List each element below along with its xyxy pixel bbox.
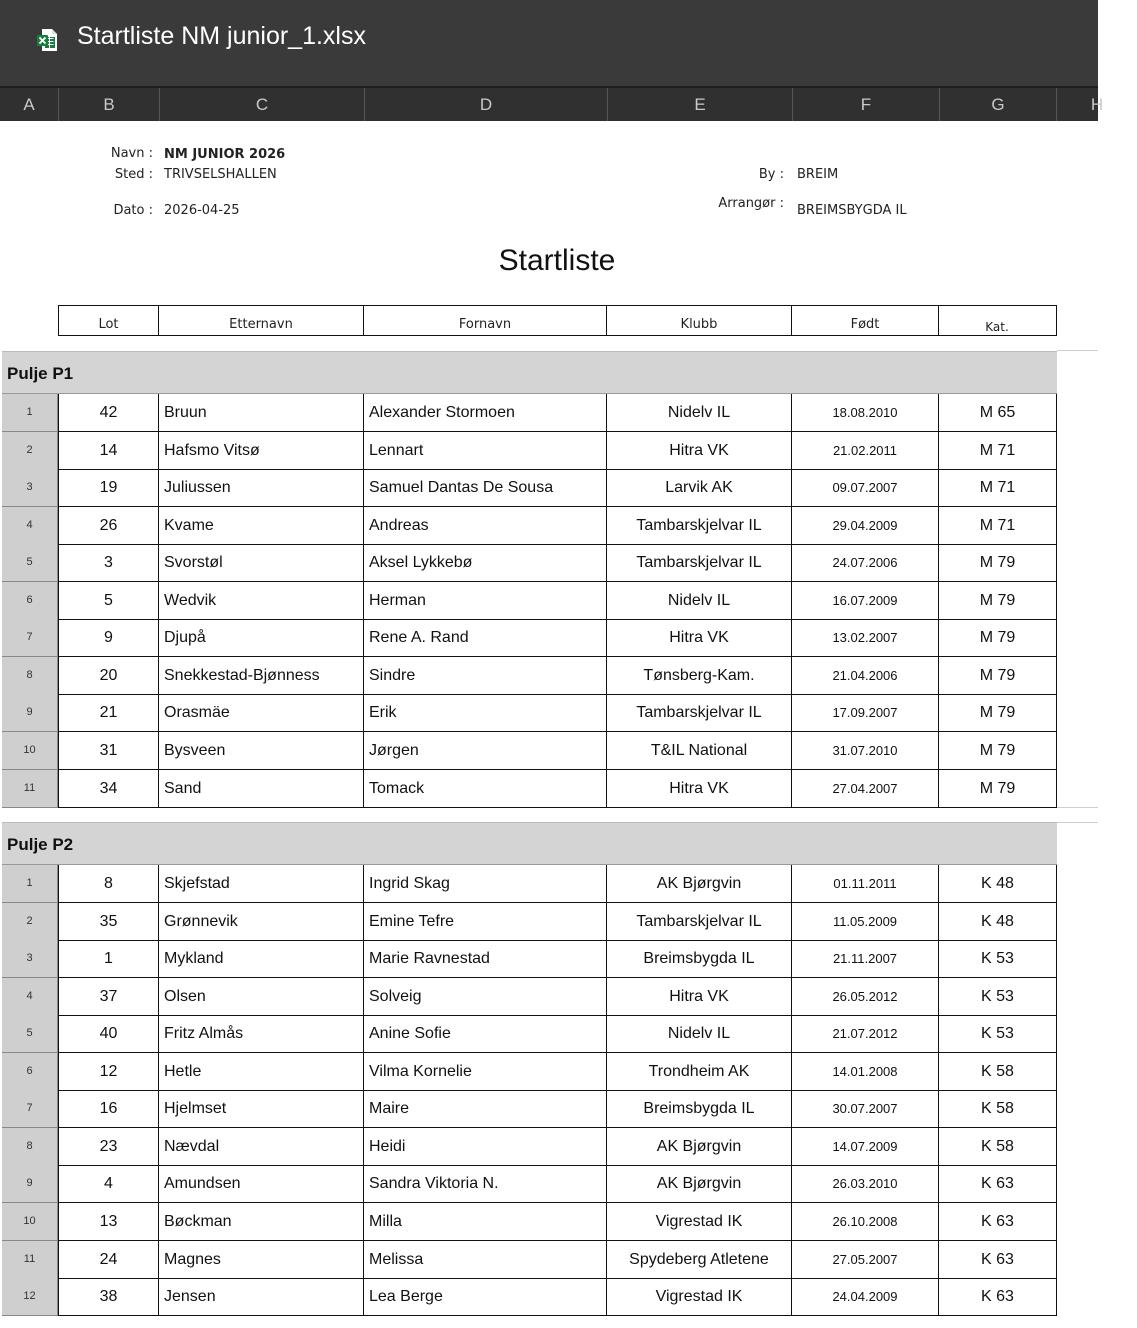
cell-fodt[interactable]: 26.05.2012 <box>792 978 939 1016</box>
pool-title: Pulje P1 <box>7 364 74 383</box>
cell-klubb[interactable]: Vigrestad IK <box>607 1278 792 1316</box>
column-header-f[interactable]: F <box>793 88 940 121</box>
row-index[interactable]: 8 <box>2 1128 58 1166</box>
col-header-lot[interactable]: Lot <box>59 306 159 335</box>
cell-lot[interactable]: 13 <box>58 1203 159 1241</box>
cell-etternavn[interactable]: Snekkestad-Bjønness <box>159 657 364 695</box>
cell-etternavn[interactable]: Mykland <box>159 940 364 978</box>
col-header-fodt[interactable]: Født <box>792 306 939 335</box>
row-index[interactable]: 5 <box>2 1015 58 1053</box>
cell-etternavn[interactable]: Jensen <box>159 1278 364 1316</box>
row-index[interactable]: 3 <box>2 940 58 978</box>
cell-fornavn[interactable]: Ingrid Skag <box>364 865 607 903</box>
row-index[interactable]: 8 <box>2 657 58 695</box>
cell-fornavn[interactable]: Heidi <box>364 1128 607 1166</box>
cell-kat[interactable]: K 63 <box>939 1278 1057 1316</box>
table-row[interactable] <box>2 619 1057 657</box>
cell-etternavn[interactable]: Kvame <box>159 507 364 545</box>
cell-fornavn[interactable]: Sindre <box>364 657 607 695</box>
row-index[interactable]: 9 <box>2 1165 58 1203</box>
cell-klubb[interactable]: Spydeberg Atletene <box>607 1241 792 1279</box>
cell-klubb[interactable]: Tambarskjelvar IL <box>607 903 792 941</box>
cell-fodt[interactable]: 09.07.2007 <box>792 469 939 507</box>
column-header-e[interactable]: E <box>608 88 793 121</box>
by-value[interactable]: BREIM <box>797 167 839 182</box>
cell-lot[interactable]: 20 <box>58 657 159 695</box>
cell-fodt[interactable]: 13.02.2007 <box>792 619 939 657</box>
title-bar <box>0 0 1098 86</box>
navn-label: Navn : <box>110 146 153 161</box>
cell-fornavn[interactable]: Milla <box>364 1203 607 1241</box>
cell-lot[interactable]: 4 <box>58 1165 159 1203</box>
cell-fornavn[interactable]: Lea Berge <box>364 1278 607 1316</box>
navn-value[interactable]: NM JUNIOR 2026 <box>164 147 286 162</box>
cell-kat[interactable]: M 79 <box>939 582 1057 620</box>
cell-fornavn[interactable]: Emine Tefre <box>364 903 607 941</box>
cell-fodt[interactable]: 14.07.2009 <box>792 1128 939 1166</box>
cell-kat[interactable]: M 79 <box>939 619 1057 657</box>
pool-title: Pulje P2 <box>7 835 74 854</box>
dato-value[interactable]: 2026-04-25 <box>164 203 240 218</box>
cell-etternavn[interactable]: Bøckman <box>159 1203 364 1241</box>
cell-klubb[interactable]: Tambarskjelvar IL <box>607 544 792 582</box>
table-row[interactable] <box>2 507 1057 545</box>
cell-kat[interactable]: M 79 <box>939 770 1057 808</box>
table-row[interactable] <box>2 694 1057 732</box>
cell-lot[interactable]: 35 <box>58 903 159 941</box>
cell-fodt[interactable]: 14.01.2008 <box>792 1053 939 1091</box>
cell-fodt[interactable]: 29.04.2009 <box>792 507 939 545</box>
cell-fodt[interactable]: 26.03.2010 <box>792 1165 939 1203</box>
cell-kat[interactable]: K 48 <box>939 865 1057 903</box>
column-header-bar <box>0 86 1104 121</box>
cell-fodt[interactable]: 11.05.2009 <box>792 903 939 941</box>
cell-fodt[interactable]: 24.07.2006 <box>792 544 939 582</box>
cell-fornavn[interactable]: Marie Ravnestad <box>364 940 607 978</box>
cell-etternavn[interactable]: Hafsmo Vitsø <box>159 432 364 470</box>
cell-klubb[interactable]: Breimsbygda IL <box>607 1090 792 1128</box>
cell-etternavn[interactable]: Grønnevik <box>159 903 364 941</box>
table-row[interactable] <box>2 903 1057 941</box>
cell-klubb[interactable]: T&IL National <box>607 732 792 770</box>
cell-etternavn[interactable]: Juliussen <box>159 469 364 507</box>
cell-fornavn[interactable]: Aksel Lykkebø <box>364 544 607 582</box>
cell-klubb[interactable]: Hitra VK <box>607 978 792 1016</box>
cell-klubb[interactable]: Vigrestad IK <box>607 1203 792 1241</box>
cell-etternavn[interactable]: Magnes <box>159 1241 364 1279</box>
table-row[interactable] <box>2 1165 1057 1203</box>
cell-fornavn[interactable]: Solveig <box>364 978 607 1016</box>
cell-fornavn[interactable]: Herman <box>364 582 607 620</box>
cell-fodt[interactable]: 27.05.2007 <box>792 1241 939 1279</box>
row-index[interactable]: 6 <box>2 582 58 620</box>
row-index[interactable]: 7 <box>2 1090 58 1128</box>
sted-label: Sted : <box>114 167 153 182</box>
cell-lot[interactable]: 37 <box>58 978 159 1016</box>
cell-kat[interactable]: K 58 <box>939 1090 1057 1128</box>
cell-kat[interactable]: M 79 <box>939 732 1057 770</box>
cell-lot[interactable]: 3 <box>58 544 159 582</box>
cell-kat[interactable]: M 79 <box>939 694 1057 732</box>
cell-fodt[interactable]: 01.11.2011 <box>792 865 939 903</box>
table-row[interactable] <box>2 432 1057 470</box>
cell-fornavn[interactable]: Erik <box>364 694 607 732</box>
cell-lot[interactable]: 34 <box>58 770 159 808</box>
cell-fodt[interactable]: 27.04.2007 <box>792 770 939 808</box>
cell-klubb[interactable]: AK Bjørgvin <box>607 1165 792 1203</box>
excel-file-icon <box>36 28 58 52</box>
column-header-h[interactable]: H <box>1090 95 1104 114</box>
cell-fodt[interactable]: 18.08.2010 <box>792 394 939 432</box>
cell-lot[interactable]: 38 <box>58 1278 159 1316</box>
row-index[interactable]: 10 <box>2 732 58 770</box>
table-row[interactable] <box>2 940 1057 978</box>
cell-fodt[interactable]: 24.04.2009 <box>792 1278 939 1316</box>
cell-fornavn[interactable]: Tomack <box>364 770 607 808</box>
column-header-d[interactable]: D <box>365 88 608 121</box>
cell-fornavn[interactable]: Samuel Dantas De Sousa <box>364 469 607 507</box>
cell-etternavn[interactable]: Svorstøl <box>159 544 364 582</box>
row-index[interactable]: 4 <box>2 978 58 1016</box>
table-row[interactable] <box>2 978 1057 1016</box>
cell-kat[interactable]: K 53 <box>939 940 1057 978</box>
col-header-etternavn[interactable]: Etternavn <box>159 306 364 335</box>
row-index[interactable]: 2 <box>2 903 58 941</box>
row-index[interactable]: 6 <box>2 1053 58 1091</box>
table-row[interactable] <box>2 1128 1057 1166</box>
cell-fodt[interactable]: 21.11.2007 <box>792 940 939 978</box>
page-title: Startliste <box>498 244 616 277</box>
table-row[interactable] <box>2 770 1057 808</box>
cell-etternavn[interactable]: Orasmäe <box>159 694 364 732</box>
cell-fodt[interactable]: 16.07.2009 <box>792 582 939 620</box>
cell-fodt[interactable]: 30.07.2007 <box>792 1090 939 1128</box>
cell-etternavn[interactable]: Hjelmset <box>159 1090 364 1128</box>
cell-fornavn[interactable]: Lennart <box>364 432 607 470</box>
arrangor-value[interactable]: BREIMSBYGDA IL <box>797 203 907 218</box>
cell-fodt[interactable]: 31.07.2010 <box>792 732 939 770</box>
table-row[interactable] <box>2 1090 1057 1128</box>
cell-lot[interactable]: 12 <box>58 1053 159 1091</box>
cell-lot[interactable]: 8 <box>58 865 159 903</box>
table-header <box>58 305 1057 336</box>
cell-kat[interactable]: K 58 <box>939 1053 1057 1091</box>
file-title: Startliste NM junior_1.xlsx <box>77 22 366 50</box>
cell-klubb[interactable]: AK Bjørgvin <box>607 1128 792 1166</box>
cell-fodt[interactable]: 21.07.2012 <box>792 1015 939 1053</box>
cell-etternavn[interactable]: Skjefstad <box>159 865 364 903</box>
cell-etternavn[interactable]: Bruun <box>159 394 364 432</box>
column-header-g[interactable]: G <box>940 88 1057 121</box>
cell-klubb[interactable]: Trondheim AK <box>607 1053 792 1091</box>
table-row[interactable] <box>2 865 1057 903</box>
row-index[interactable]: 1 <box>2 394 58 432</box>
cell-klubb[interactable]: Hitra VK <box>607 619 792 657</box>
cell-klubb[interactable]: Hitra VK <box>607 432 792 470</box>
cell-kat[interactable]: M 71 <box>939 432 1057 470</box>
row-index[interactable]: 2 <box>2 432 58 470</box>
cell-lot[interactable]: 21 <box>58 694 159 732</box>
table-row[interactable] <box>2 582 1057 620</box>
col-header-klubb[interactable]: Klubb <box>607 306 792 335</box>
pool-header[interactable] <box>2 351 1057 394</box>
cell-fornavn[interactable]: Anine Sofie <box>364 1015 607 1053</box>
row-index[interactable]: 1 <box>2 865 58 903</box>
cell-kat[interactable]: M 79 <box>939 657 1057 695</box>
table-row[interactable] <box>2 732 1057 770</box>
table-row[interactable] <box>2 1053 1057 1091</box>
cell-fornavn[interactable]: Maire <box>364 1090 607 1128</box>
column-header-c[interactable]: C <box>160 88 365 121</box>
col-header-fornavn[interactable]: Fornavn <box>364 306 607 335</box>
cell-klubb[interactable]: Nidelv IL <box>607 582 792 620</box>
cell-etternavn[interactable]: Olsen <box>159 978 364 1016</box>
cell-kat[interactable]: M 71 <box>939 507 1057 545</box>
table-row[interactable] <box>2 1241 1057 1279</box>
pool-header[interactable] <box>2 822 1057 865</box>
cell-fodt[interactable]: 26.10.2008 <box>792 1203 939 1241</box>
arrangor-label: Arrangør : <box>718 196 784 211</box>
cell-etternavn[interactable]: Amundsen <box>159 1165 364 1203</box>
cell-etternavn[interactable]: Fritz Almås <box>159 1015 364 1053</box>
cell-kat[interactable]: K 48 <box>939 903 1057 941</box>
col-header-kat[interactable]: Kat. <box>985 320 1009 334</box>
cell-kat[interactable]: K 53 <box>939 978 1057 1016</box>
row-index[interactable]: 11 <box>2 770 58 808</box>
cell-klubb[interactable]: Breimsbygda IL <box>607 940 792 978</box>
table-row[interactable] <box>2 657 1057 695</box>
cell-fornavn[interactable]: Melissa <box>364 1241 607 1279</box>
cell-kat[interactable]: K 58 <box>939 1128 1057 1166</box>
sted-value[interactable]: TRIVSELSHALLEN <box>164 167 277 182</box>
cell-klubb[interactable]: Hitra VK <box>607 770 792 808</box>
cell-lot[interactable]: 23 <box>58 1128 159 1166</box>
cell-lot[interactable]: 5 <box>58 582 159 620</box>
cell-etternavn[interactable]: Wedvik <box>159 582 364 620</box>
cell-fornavn[interactable]: Vilma Kornelie <box>364 1053 607 1091</box>
cell-kat[interactable]: K 53 <box>939 1015 1057 1053</box>
cell-klubb[interactable]: Tønsberg-Kam. <box>607 657 792 695</box>
cell-kat[interactable]: K 63 <box>939 1203 1057 1241</box>
cell-lot[interactable]: 42 <box>58 394 159 432</box>
cell-lot[interactable]: 40 <box>58 1015 159 1053</box>
dato-label: Dato : <box>113 203 153 218</box>
by-label: By : <box>758 167 784 182</box>
table-row[interactable] <box>2 469 1057 507</box>
cell-fornavn[interactable]: Alexander Stormoen <box>364 394 607 432</box>
row-index[interactable]: 7 <box>2 619 58 657</box>
row-index[interactable]: 4 <box>2 507 58 545</box>
cell-lot[interactable]: 16 <box>58 1090 159 1128</box>
cell-fodt[interactable]: 17.09.2007 <box>792 694 939 732</box>
cell-klubb[interactable]: AK Bjørgvin <box>607 865 792 903</box>
row-index[interactable]: 11 <box>2 1241 58 1279</box>
cell-fodt[interactable]: 21.04.2006 <box>792 657 939 695</box>
cell-fornavn[interactable]: Sandra Viktoria N. <box>364 1165 607 1203</box>
table-row[interactable] <box>2 394 1057 432</box>
cell-etternavn[interactable]: Sand <box>159 770 364 808</box>
table-row[interactable] <box>2 1278 1057 1316</box>
cell-kat[interactable]: K 63 <box>939 1165 1057 1203</box>
cell-fornavn[interactable]: Jørgen <box>364 732 607 770</box>
cell-lot[interactable]: 9 <box>58 619 159 657</box>
cell-kat[interactable]: M 65 <box>939 394 1057 432</box>
cell-klubb[interactable]: Larvik AK <box>607 469 792 507</box>
cell-lot[interactable]: 24 <box>58 1241 159 1279</box>
table-row[interactable] <box>2 1203 1057 1241</box>
column-header-b[interactable]: B <box>59 88 160 121</box>
row-index[interactable]: 10 <box>2 1203 58 1241</box>
cell-fornavn[interactable]: Rene A. Rand <box>364 619 607 657</box>
cell-lot[interactable]: 14 <box>58 432 159 470</box>
cell-klubb[interactable]: Tambarskjelvar IL <box>607 507 792 545</box>
cell-lot[interactable]: 1 <box>58 940 159 978</box>
row-index[interactable]: 9 <box>2 694 58 732</box>
cell-klubb[interactable]: Nidelv IL <box>607 394 792 432</box>
cell-lot[interactable]: 26 <box>58 507 159 545</box>
cell-etternavn[interactable]: Nævdal <box>159 1128 364 1166</box>
row-index[interactable]: 5 <box>2 544 58 582</box>
cell-etternavn[interactable]: Djupå <box>159 619 364 657</box>
cell-etternavn[interactable]: Hetle <box>159 1053 364 1091</box>
cell-lot[interactable]: 19 <box>58 469 159 507</box>
cell-klubb[interactable]: Nidelv IL <box>607 1015 792 1053</box>
cell-fornavn[interactable]: Andreas <box>364 507 607 545</box>
cell-kat[interactable]: K 63 <box>939 1241 1057 1279</box>
cell-etternavn[interactable]: Bysveen <box>159 732 364 770</box>
table-row[interactable] <box>2 1015 1057 1053</box>
cell-lot[interactable]: 31 <box>58 732 159 770</box>
cell-kat[interactable]: M 79 <box>939 544 1057 582</box>
row-index[interactable]: 3 <box>2 469 58 507</box>
cell-klubb[interactable]: Tambarskjelvar IL <box>607 694 792 732</box>
cell-kat[interactable]: M 71 <box>939 469 1057 507</box>
row-index[interactable]: 12 <box>2 1278 58 1316</box>
table-row[interactable] <box>2 544 1057 582</box>
cell-fodt[interactable]: 21.02.2011 <box>792 432 939 470</box>
column-header-a[interactable]: A <box>0 88 59 121</box>
